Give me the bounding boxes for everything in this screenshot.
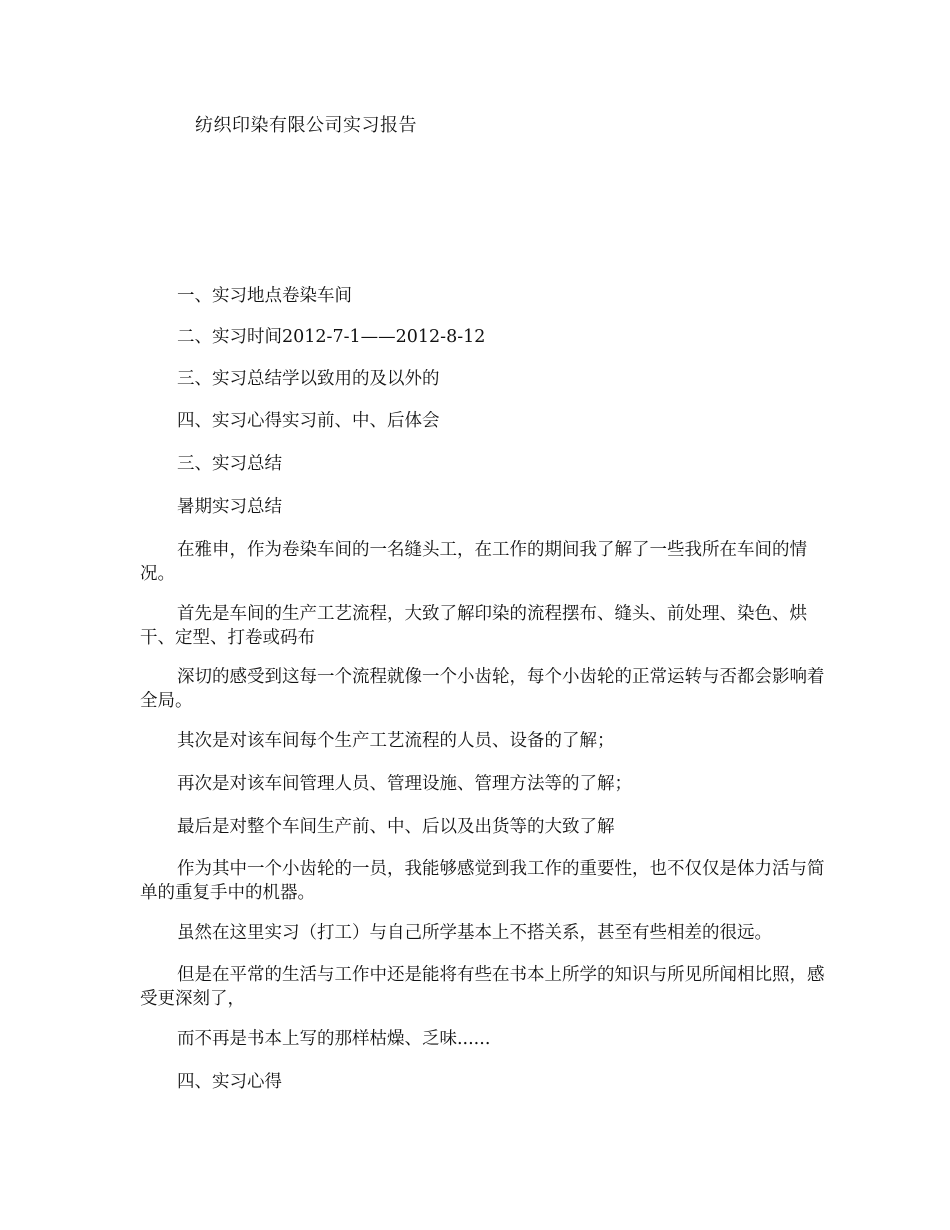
section-heading-summary-outline: 三、实习总结学以致用的及以外的 xyxy=(177,369,440,389)
paragraph: 再次是对该车间管理人员、管理设施、管理方法等的了解； xyxy=(177,774,632,794)
document-title: 纺织印染有限公司实习报告 xyxy=(195,115,417,136)
section-heading-experience: 四、实习心得 xyxy=(177,1072,282,1092)
section-heading-experience-outline: 四、实习心得实习前、中、后体会 xyxy=(177,411,440,431)
paragraph: 作为其中一个小齿轮的一员，我能够感觉到我工作的重要性，也不仅仅是体力活与简单的重复手中的机器。 xyxy=(140,859,825,903)
paragraph: 最后是对整个车间生产前、中、后以及出货等的大致了解 xyxy=(177,817,615,837)
paragraph: 其次是对该车间每个生产工艺流程的人员、设备的了解； xyxy=(177,731,615,751)
section-heading-summary: 三、实习总结 xyxy=(177,454,282,474)
paragraph: 深切的感受到这每一个流程就像一个小齿轮，每个小齿轮的正常运转与否都会影响着全局。 xyxy=(140,667,825,711)
paragraph: 在雅申，作为卷染车间的一名缝头工，在工作的期间我了解了一些我所在车间的情况。 xyxy=(140,540,807,584)
paragraph: 首先是车间的生产工艺流程，大致了解印染的流程摆布、缝头、前处理、染色、烘干、定型、打卷或码布 xyxy=(140,604,807,648)
paragraph: 虽然在这里实习（打工）与自己所学基本上不搭关系，甚至有些相差的很远。 xyxy=(177,923,772,943)
section-heading-location: 一、实习地点卷染车间 xyxy=(177,286,352,306)
paragraph: 而不再是书本上写的那样枯燥、乏味...... xyxy=(177,1029,491,1049)
section-heading-time: 二、实习时间2012-7-1——2012-8-12 xyxy=(177,327,486,347)
subheading-summer-summary: 暑期实习总结 xyxy=(177,497,282,517)
paragraph: 但是在平常的生活与工作中还是能将有些在书本上所学的知识与所见所闻相比照，感受更深刻了， xyxy=(140,965,825,1009)
